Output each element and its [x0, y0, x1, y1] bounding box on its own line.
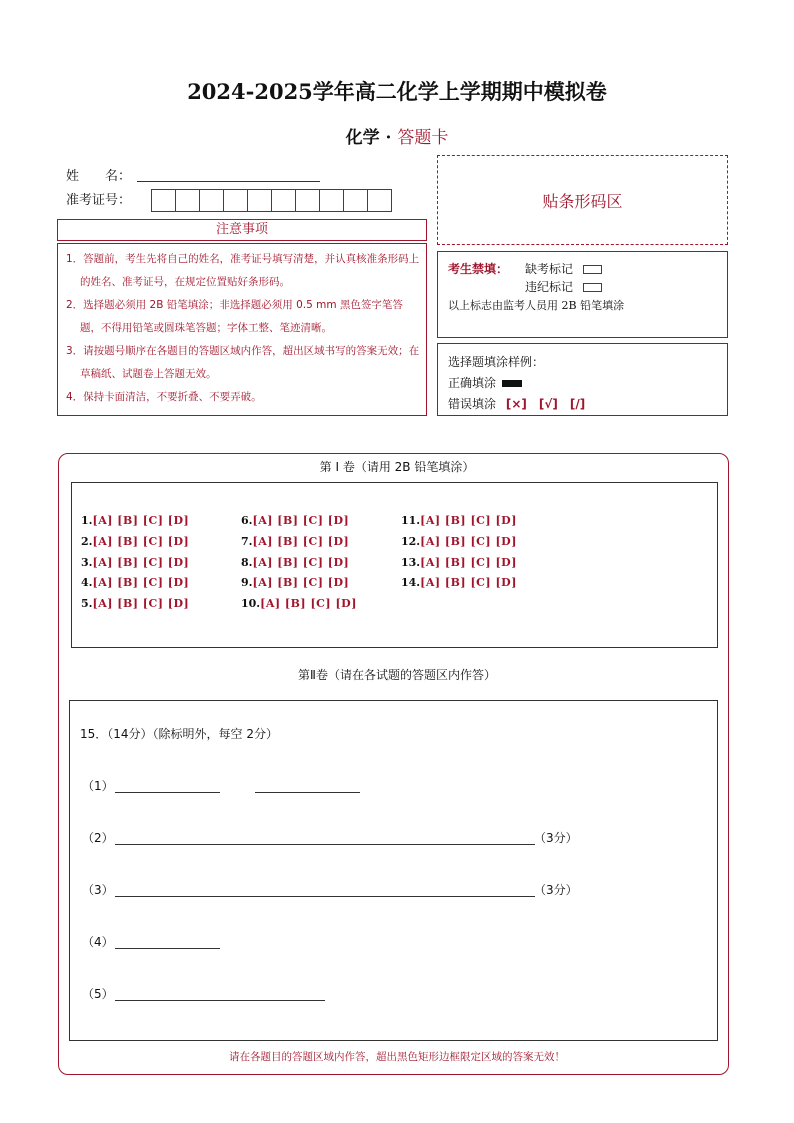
absent-mark [525, 260, 602, 277]
name-field[interactable] [137, 180, 320, 182]
sample-correct [448, 374, 522, 391]
violation-mark-box[interactable] [583, 283, 602, 292]
mc-answer-options[interactable]: [A] [B] [C] [D] [92, 556, 190, 569]
mc-answer-options[interactable]: [A] [B] [C] [D] [420, 556, 517, 569]
notice-item: 1．答题前，考生先将自己的姓名，准考证号填写清楚，并认真核准条形码上的姓名、准考证号，在规定位置贴好条形码。 [66, 253, 420, 288]
forbid-note: 以上标志由监考人员用 2B 铅笔填涂 [448, 299, 625, 312]
mc-question [401, 576, 517, 589]
mc-question-number: 5. [81, 597, 93, 610]
mc-question [401, 535, 517, 548]
mc-answer-options[interactable]: [A] [B] [C] [D] [92, 514, 190, 527]
mc-question-number: 10. [241, 597, 261, 610]
id-digit-box[interactable] [367, 189, 392, 212]
absent-mark-box[interactable] [583, 265, 602, 274]
mc-question [241, 535, 349, 548]
question-15-box [69, 700, 718, 1041]
mc-question [241, 556, 349, 569]
sample-heading: 选择题填涂样例： [448, 355, 545, 369]
q15-sub1-label: （1） [82, 779, 114, 793]
id-digit-box[interactable] [223, 189, 248, 212]
mc-question-number: 3. [81, 556, 93, 569]
id-label: 准考证号： [66, 193, 132, 208]
mc-question [81, 514, 189, 527]
id-digit-box[interactable] [175, 189, 200, 212]
subtitle-subject: 化学 · [345, 128, 398, 148]
mc-answer-options[interactable]: [A] [B] [C] [D] [260, 597, 357, 610]
q15-sub4-blank[interactable] [115, 947, 220, 949]
notice-item: 2．选择题必须用 2B 铅笔填涂；非选择题必须用 0.5 mm 黑色签字笔答题，不得用铅笔或圆珠笔答题；字体工整、笔迹清晰。 [66, 299, 403, 334]
q15-sub5-label: （5） [82, 987, 114, 1001]
q15-sub5-blank[interactable] [115, 999, 325, 1001]
absent-mark-label: 缺考标记 [525, 262, 574, 276]
mc-question [241, 576, 349, 589]
notice-item: 3．请按题号顺序在各题目的答题区域内作答，超出区域书写的答案无效；在草稿纸、试题卷上答题无效。 [66, 345, 420, 380]
mc-question-number: 4. [81, 576, 93, 589]
q15-sub1-blank-b[interactable] [255, 791, 360, 793]
id-digit-box[interactable] [271, 189, 296, 212]
mc-question [401, 514, 517, 527]
id-number-boxes[interactable] [151, 189, 391, 212]
mc-question-number: 1. [81, 514, 93, 527]
mc-answer-options[interactable]: [A] [B] [C] [D] [420, 576, 517, 589]
mc-answer-options[interactable]: [A] [B] [C] [D] [252, 576, 350, 589]
mc-question [81, 597, 189, 610]
q15-sub3-label: （3） [82, 883, 114, 897]
q15-sub2-score: （3分） [534, 831, 578, 845]
forbid-box [437, 251, 728, 338]
sample-wrong-marks: [×] [√] [/] [505, 397, 586, 411]
q15-sub3-score: （3分） [534, 883, 578, 897]
mc-question [81, 556, 189, 569]
page-title: 2024-2025学年高二化学上学期期中模拟卷 [187, 79, 607, 104]
mc-answer-options[interactable]: [A] [B] [C] [D] [92, 597, 190, 610]
sample-wrong-label: 错误填涂 [448, 397, 497, 411]
id-digit-box[interactable] [319, 189, 344, 212]
barcode-area [437, 155, 728, 245]
id-digit-box[interactable] [151, 189, 176, 212]
mc-question-number: 7. [241, 535, 253, 548]
mc-question-number: 13. [401, 556, 421, 569]
mc-answer-options[interactable]: [A] [B] [C] [D] [92, 576, 190, 589]
footer-warning: 请在各题目的答题区域内作答，超出黑色矩形边框限定区域的答案无效！ [229, 1051, 565, 1063]
q15-sub2-blank[interactable] [115, 843, 535, 845]
part1-title: 第 I 卷（请用 2B 铅笔填涂） [319, 460, 475, 474]
id-digit-box[interactable] [199, 189, 224, 212]
name-label: 姓 名： [66, 169, 132, 184]
mc-question [241, 597, 357, 610]
mc-answer-options[interactable]: [A] [B] [C] [D] [252, 556, 350, 569]
mc-answer-options[interactable]: [A] [B] [C] [D] [92, 535, 190, 548]
part2-title: 第Ⅱ卷（请在各试题的答题区内作答） [298, 668, 496, 682]
mc-answer-options[interactable]: [A] [B] [C] [D] [252, 535, 350, 548]
sample-correct-label: 正确填涂 [448, 376, 497, 390]
mc-question-number: 14. [401, 576, 421, 589]
sample-wrong [448, 395, 585, 412]
mc-question [81, 535, 189, 548]
mc-question-number: 9. [241, 576, 253, 589]
mc-question-number: 8. [241, 556, 253, 569]
id-digit-box[interactable] [295, 189, 320, 212]
mc-answer-options[interactable]: [A] [B] [C] [D] [420, 535, 517, 548]
q15-sub3-blank[interactable] [115, 895, 535, 897]
filled-mark-icon [502, 380, 522, 387]
q15-sub1-blank-a[interactable] [115, 791, 220, 793]
mc-answer-options[interactable]: [A] [B] [C] [D] [420, 514, 517, 527]
notice-body [57, 243, 427, 416]
mc-question [241, 514, 349, 527]
mc-question [401, 556, 517, 569]
violation-mark-label: 违纪标记 [525, 280, 574, 294]
notice-heading: 注意事项 [57, 219, 427, 241]
id-digit-box[interactable] [343, 189, 368, 212]
mc-question-number: 6. [241, 514, 253, 527]
question-15-header: 15．（14分）（除标明外，每空 2分） [80, 727, 278, 741]
subtitle-card: 答题卡 [397, 128, 449, 148]
forbid-label: 考生禁填： [448, 262, 509, 276]
notice-item: 4．保持卡面清洁，不要折叠、不要弄破。 [66, 391, 262, 403]
violation-mark [525, 278, 602, 295]
mc-question [81, 576, 189, 589]
mc-question-number: 11. [401, 514, 421, 527]
mc-question-number: 12. [401, 535, 421, 548]
q15-sub4-label: （4） [82, 935, 114, 949]
mc-question-number: 2. [81, 535, 93, 548]
id-digit-box[interactable] [247, 189, 272, 212]
q15-sub2-label: （2） [82, 831, 114, 845]
page-subtitle [0, 123, 794, 148]
mc-answer-options[interactable]: [A] [B] [C] [D] [252, 514, 350, 527]
fill-sample-box [437, 343, 728, 416]
barcode-label: 贴条形码区 [542, 191, 623, 211]
